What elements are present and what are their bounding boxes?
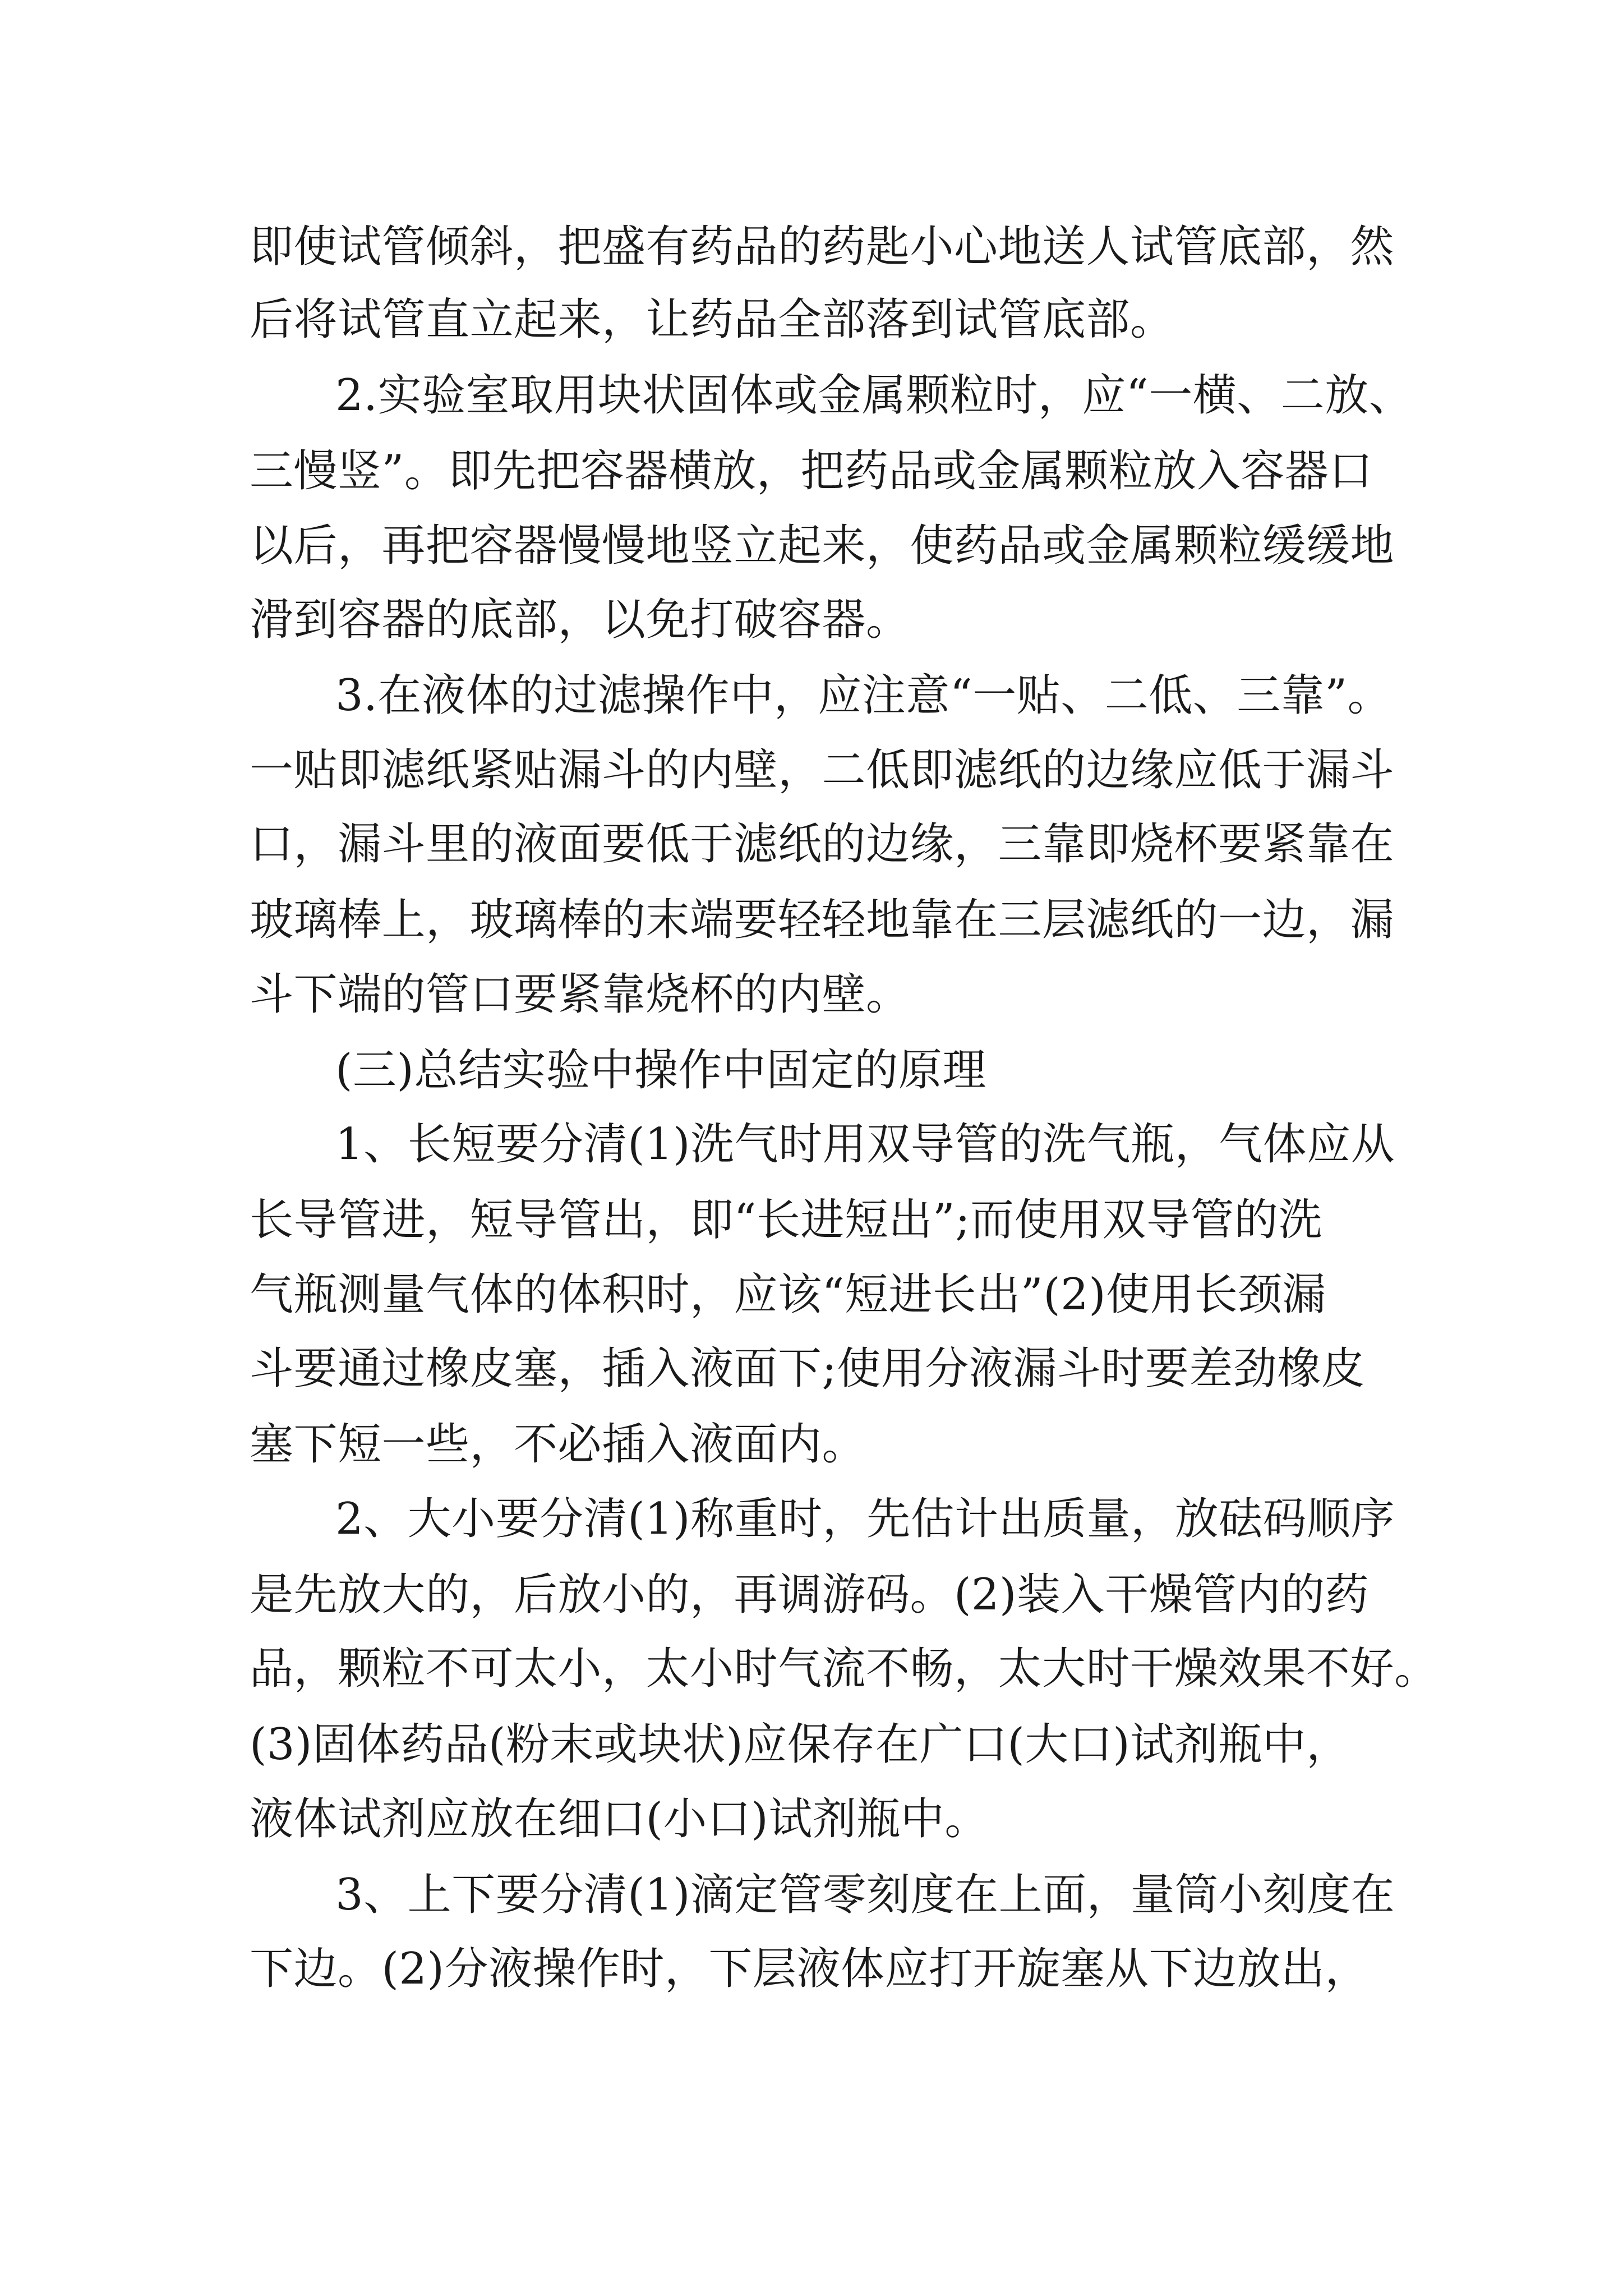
text-line: 即使试管倾斜，把盛有药品的药匙小心地送人试管底部，然 bbox=[250, 222, 1395, 272]
text-line: 长导管进，短导管出，即“长进短出”;而使用双导管的洗 bbox=[250, 1195, 1323, 1245]
text-line: 液体试剂应放在细口(小口)试剂瓶中。 bbox=[250, 1794, 989, 1844]
text-line: 后将试管直立起来，让药品全部落到试管底部。 bbox=[250, 295, 1174, 345]
text-line: 3、上下要分清(1)滴定管零刻度在上面，量筒小刻度在 bbox=[335, 1870, 1395, 1920]
text-line: 是先放大的，后放小的，再调游码。(2)装入干燥管内的药 bbox=[250, 1570, 1369, 1620]
text-line: 2.实验室取用块状固体或金属颗粒时，应“一横、二放、 bbox=[335, 370, 1413, 421]
text-line: 1、长短要分清(1)洗气时用双导管的洗气瓶，气体应从 bbox=[335, 1119, 1395, 1170]
section-heading: (三)总结实验中操作中固定的原理 bbox=[335, 1045, 986, 1096]
text-line: 塞下短一些，不必插入液面内。 bbox=[250, 1419, 866, 1470]
text-line: (3)固体药品(粉末或块状)应保存在广口(大口)试剂瓶中， bbox=[250, 1719, 1350, 1770]
text-line: 斗要通过橡皮塞，插入液面下;使用分液漏斗时要差劲橡皮 bbox=[250, 1343, 1366, 1394]
text-line: 3.在液体的过滤操作中，应注意“一贴、二低、三靠”。 bbox=[335, 670, 1392, 721]
text-line: 斗下端的管口要紧靠烧杯的内壁。 bbox=[250, 969, 910, 1020]
text-line: 以后，再把容器慢慢地竖立起来，使药品或金属颗粒缓缓地 bbox=[250, 521, 1395, 571]
text-line: 三慢竖”。即先把容器横放，把药品或金属颗粒放入容器口 bbox=[250, 446, 1373, 496]
text-line: 玻璃棒上，玻璃棒的末端要轻轻地靠在三层滤纸的一边，漏 bbox=[250, 895, 1395, 945]
text-line: 滑到容器的底部，以免打破容器。 bbox=[250, 595, 910, 645]
text-line: 2、大小要分清(1)称重时，先估计出质量，放砝码顺序 bbox=[335, 1494, 1395, 1544]
text-line: 下边。(2)分液操作时，下层液体应打开旋塞从下边放出， bbox=[250, 1944, 1369, 1994]
text-line: 品，颗粒不可太小，太小时气流不畅，太大时干燥效果不好。 bbox=[250, 1644, 1438, 1694]
text-line: 一贴即滤纸紧贴漏斗的内壁，二低即滤纸的边缘应低于漏斗 bbox=[250, 745, 1395, 795]
text-line: 气瓶测量气体的体积时，应该“短进长出”(2)使用长颈漏 bbox=[250, 1269, 1326, 1320]
text-line: 口，漏斗里的液面要低于滤纸的边缘，三靠即烧杯要紧靠在 bbox=[250, 819, 1395, 869]
